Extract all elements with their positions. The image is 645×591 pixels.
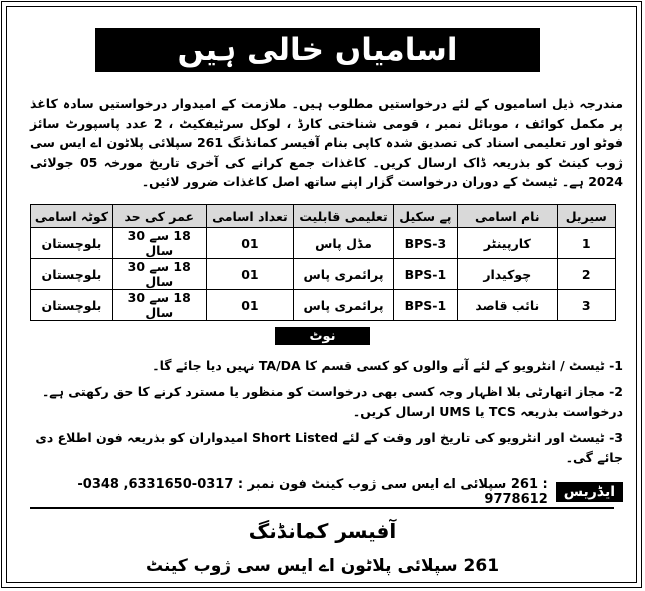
- notes-heading: نوٹ: [275, 327, 370, 345]
- header-quota: کوٹہ اسامی: [31, 205, 113, 228]
- cell-pay-scale: BPS-1: [393, 259, 457, 290]
- table-row: [31, 259, 616, 290]
- cell-serial: 3: [557, 290, 616, 321]
- cell-post-count: 01: [206, 259, 294, 290]
- cell-qualification: پرائمری پاس: [294, 290, 393, 321]
- cell-age-limit: 18 سے 30 سال: [112, 259, 206, 290]
- cell-serial: 2: [557, 259, 616, 290]
- vacancies-banner: [95, 28, 540, 72]
- banner-title: اسامیاں خالی ہیں: [177, 32, 458, 68]
- cell-age-limit: 18 سے 30 سال: [112, 290, 206, 321]
- cell-quota: بلوچستان: [31, 259, 113, 290]
- cell-quota: بلوچستان: [31, 290, 113, 321]
- vacancies-table: [30, 204, 616, 321]
- intro-paragraph: مندرجہ ذیل اسامیوں کے لئے درخواستیں مطلوب ہیں۔ ملازمت کے امیدوار درخواستیں سادہ کاغذ پر مکمل کوائف ، موبائل نمبر ، قومی شناختی کارڈ ، لوکل سرٹیفکیٹ ، 2 عدد پاسپورٹ سائز فوٹو اور تعلیمی اسناد کی تصدیق شدہ کاپی بنام آفیسر کمانڈنگ 261 سپلائی پلاٹون اے ایس سی ژوب کینٹ کو بذریعہ ڈاک ارسال کریں۔ کاغذات جمع کرانے کی آخری تاریخ مورخہ 05 جولائی 2024 ہے۔ ٹیسٹ کے دوران درخواست گزار اپنے ساتھ اصل کاغذات ضرور لائیں۔: [30, 96, 623, 189]
- cell-post-name: نائب قاصد: [458, 290, 557, 321]
- address-label: ایڈریس: [556, 482, 623, 502]
- cell-qualification: پرائمری پاس: [294, 259, 393, 290]
- table-row: [31, 228, 616, 259]
- header-pay-scale: پے سکیل: [393, 205, 457, 228]
- signature-unit: 261 سپلائی پلاٹون اے ایس سی ژوب کینٹ: [145, 556, 500, 576]
- cell-pay-scale: BPS-3: [393, 228, 457, 259]
- table-row: [31, 290, 616, 321]
- cell-post-count: 01: [206, 228, 294, 259]
- divider: [30, 507, 614, 509]
- note-item: 3- ٹیسٹ اور انٹرویو کی تاریخ اور وقت کے لئے Short Listed امیدواران کو بذریعہ فون اطلاع دی جائے گی۔: [35, 430, 623, 465]
- cell-pay-scale: BPS-1: [393, 290, 457, 321]
- cell-post-name: چوکیدار: [458, 259, 557, 290]
- address-block: [32, 477, 623, 507]
- notes-list: [30, 356, 623, 474]
- header-post-name: نام اسامی: [458, 205, 557, 228]
- header-qualification: تعلیمی قابلیت: [294, 205, 393, 228]
- cell-qualification: مڈل پاس: [294, 228, 393, 259]
- cell-post-count: 01: [206, 290, 294, 321]
- header-post-count: تعداد اسامی: [206, 205, 294, 228]
- cell-quota: بلوچستان: [31, 228, 113, 259]
- signature-title: آفیسر کمانڈنگ: [248, 519, 397, 543]
- table-header-row: [31, 205, 616, 228]
- note-item: 2- مجاز اتھارٹی بلا اظہار وجہ کسی بھی درخواست کو منظور یا مسترد کرنے کا حق رکھتی ہے۔ درخواست بذریعہ TCS یا UMS ارسال کریں۔: [41, 384, 623, 419]
- header-serial: سیریل: [557, 205, 616, 228]
- cell-age-limit: 18 سے 30 سال: [112, 228, 206, 259]
- cell-serial: 1: [557, 228, 616, 259]
- note-item: 1- ٹیسٹ / انٹرویو کے لئے آنے والوں کو کسی قسم کا TA/DA نہیں دیا جائے گا۔: [152, 358, 623, 373]
- header-age-limit: عمر کی حد: [112, 205, 206, 228]
- address-text: : 261 سپلائی اے ایس سی ژوب کینٹ فون نمبر : 0317-6331650, 0348-9778612: [77, 477, 548, 507]
- cell-post-name: کارپینٹر: [458, 228, 557, 259]
